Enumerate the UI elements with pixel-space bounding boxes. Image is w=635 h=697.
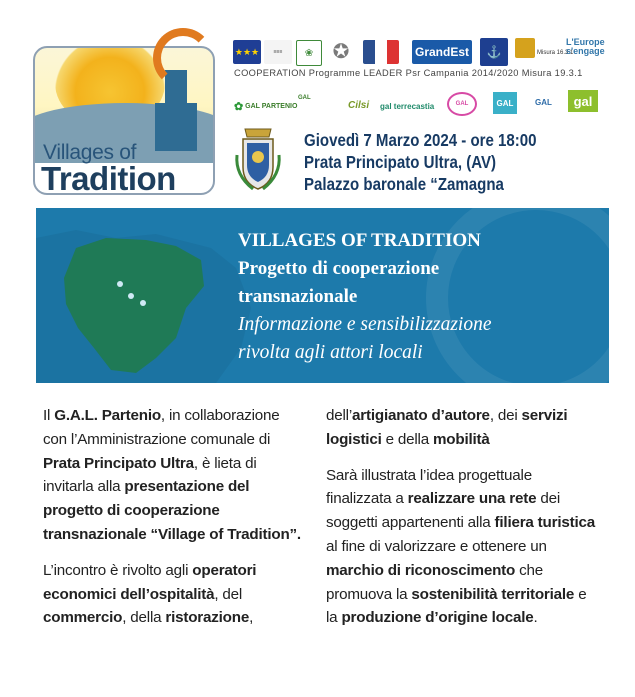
grand-est-logo: GrandEst: [412, 40, 472, 64]
logo-text-line1: Villages of: [43, 141, 137, 164]
text-run: , è lieta di invitarla alla: [43, 454, 257, 496]
text-run: Il: [43, 407, 55, 424]
leader-logo: ❀: [296, 40, 322, 66]
gal-green-logo: gal: [568, 90, 598, 112]
gal-partenio-logo: ✿ GAL PARTENIO: [234, 100, 298, 113]
gal-colline-logo: GAL: [447, 92, 477, 116]
text-run: e della: [381, 430, 433, 448]
gal-alburni-logo: GAL: [535, 97, 552, 107]
bold-text-run: servizi logistici: [326, 407, 568, 448]
text-run: Sarà illustrata l’idea progettuale finalizzata a: [326, 466, 532, 508]
bold-text-run: G.A.L. Partenio: [54, 407, 161, 424]
villages-of-tradition-logo: [33, 34, 218, 194]
audience-continued-paragraph: [326, 404, 601, 452]
bold-text-run: marchio di riconoscimento: [326, 561, 516, 579]
project-banner: [36, 208, 609, 383]
bold-text-run: realizzare una rete: [407, 490, 537, 508]
event-place: Prata Principato Ultra, (AV): [304, 152, 497, 172]
eu-flag-logo: ★★★: [233, 40, 261, 64]
project-idea-paragraph: [326, 464, 601, 631]
text-run: , del: [214, 585, 243, 603]
regione-campania-logo: ⚓: [480, 38, 508, 66]
invitation-paragraph: [43, 404, 305, 547]
banner-subtitle-line1: Informazione e sensibilizzazione: [238, 314, 492, 335]
text-run: al fine di valorizzare e ottenere un: [326, 537, 547, 555]
text-run: che promuova la: [326, 561, 544, 603]
logo-text-line2: Tradition: [41, 160, 176, 195]
text-run: , dei: [489, 407, 522, 424]
invitation-left-column: [43, 404, 305, 630]
banner-subtitle-line2: rivolta agli attori locali: [238, 342, 423, 363]
municipal-crest-icon: [233, 125, 283, 193]
cilsi-logo: Cilsi: [348, 99, 370, 111]
gal-irpinia-logo: GAL: [298, 95, 311, 101]
banner-title-line2: Progetto di cooperazione: [238, 258, 440, 279]
text-run: dell’: [326, 407, 353, 424]
campania-map-icon: [36, 208, 266, 383]
bold-text-run: Prata Principato Ultra: [43, 454, 194, 472]
banner-title-line3: transnazionale: [238, 286, 358, 307]
italian-republic-emblem: ✪: [328, 37, 354, 65]
text-run: L’incontro è rivolto agli: [43, 561, 193, 579]
bold-text-run: filiera turistica: [494, 514, 595, 532]
spiral-icon: [153, 28, 213, 88]
text-run: , della: [122, 609, 166, 627]
event-venue: Palazzo baronale “Zamagna: [304, 174, 504, 194]
gal-alto-logo: GAL: [493, 92, 517, 114]
text-run: dei soggetti appartenenti alla: [326, 490, 561, 532]
bold-text-run: commercio: [43, 609, 123, 627]
audience-paragraph: [43, 559, 305, 630]
misura-label: Misura 16.3.1: [537, 50, 574, 56]
cooperation-programme-line: COOPERATION Programme LEADER Psr Campania 2014/2020 Misura 19.3.1: [234, 68, 583, 78]
event-date: Giovedì 7 Marzo 2024 - ore 18:00: [304, 130, 537, 150]
eu-funding-text-logo: ≡≡≡: [264, 40, 292, 64]
gal-terrecastia-logo: gal terrecastia: [380, 101, 435, 111]
bold-text-run: artigianato d’autore: [352, 407, 490, 424]
bold-text-run: presentazione del progetto di cooperazione transnazionale “Village of Tradition”.: [43, 478, 301, 543]
bold-text-run: sostenibilità territoriale: [411, 585, 575, 603]
banner-title-line1: VILLAGES OF TRADITION: [238, 230, 481, 251]
text-run: e la: [326, 585, 587, 627]
invitation-right-column: [326, 404, 601, 630]
text-run: , in collaborazione con l’Amministrazione comunale di: [43, 407, 280, 448]
text-run: ,: [249, 609, 254, 627]
french-ministry-logo: [363, 40, 399, 64]
psr-logo: [515, 38, 535, 58]
bold-text-run: operatori economici dell’ospitalità: [43, 561, 257, 603]
text-run: .: [533, 609, 538, 627]
bold-text-run: ristorazione: [165, 609, 250, 627]
bold-text-run: mobilità: [433, 430, 490, 448]
europe-engage-logo: L'Europe s'engage: [566, 37, 605, 56]
bold-text-run: produzione d’origine locale: [341, 609, 534, 627]
